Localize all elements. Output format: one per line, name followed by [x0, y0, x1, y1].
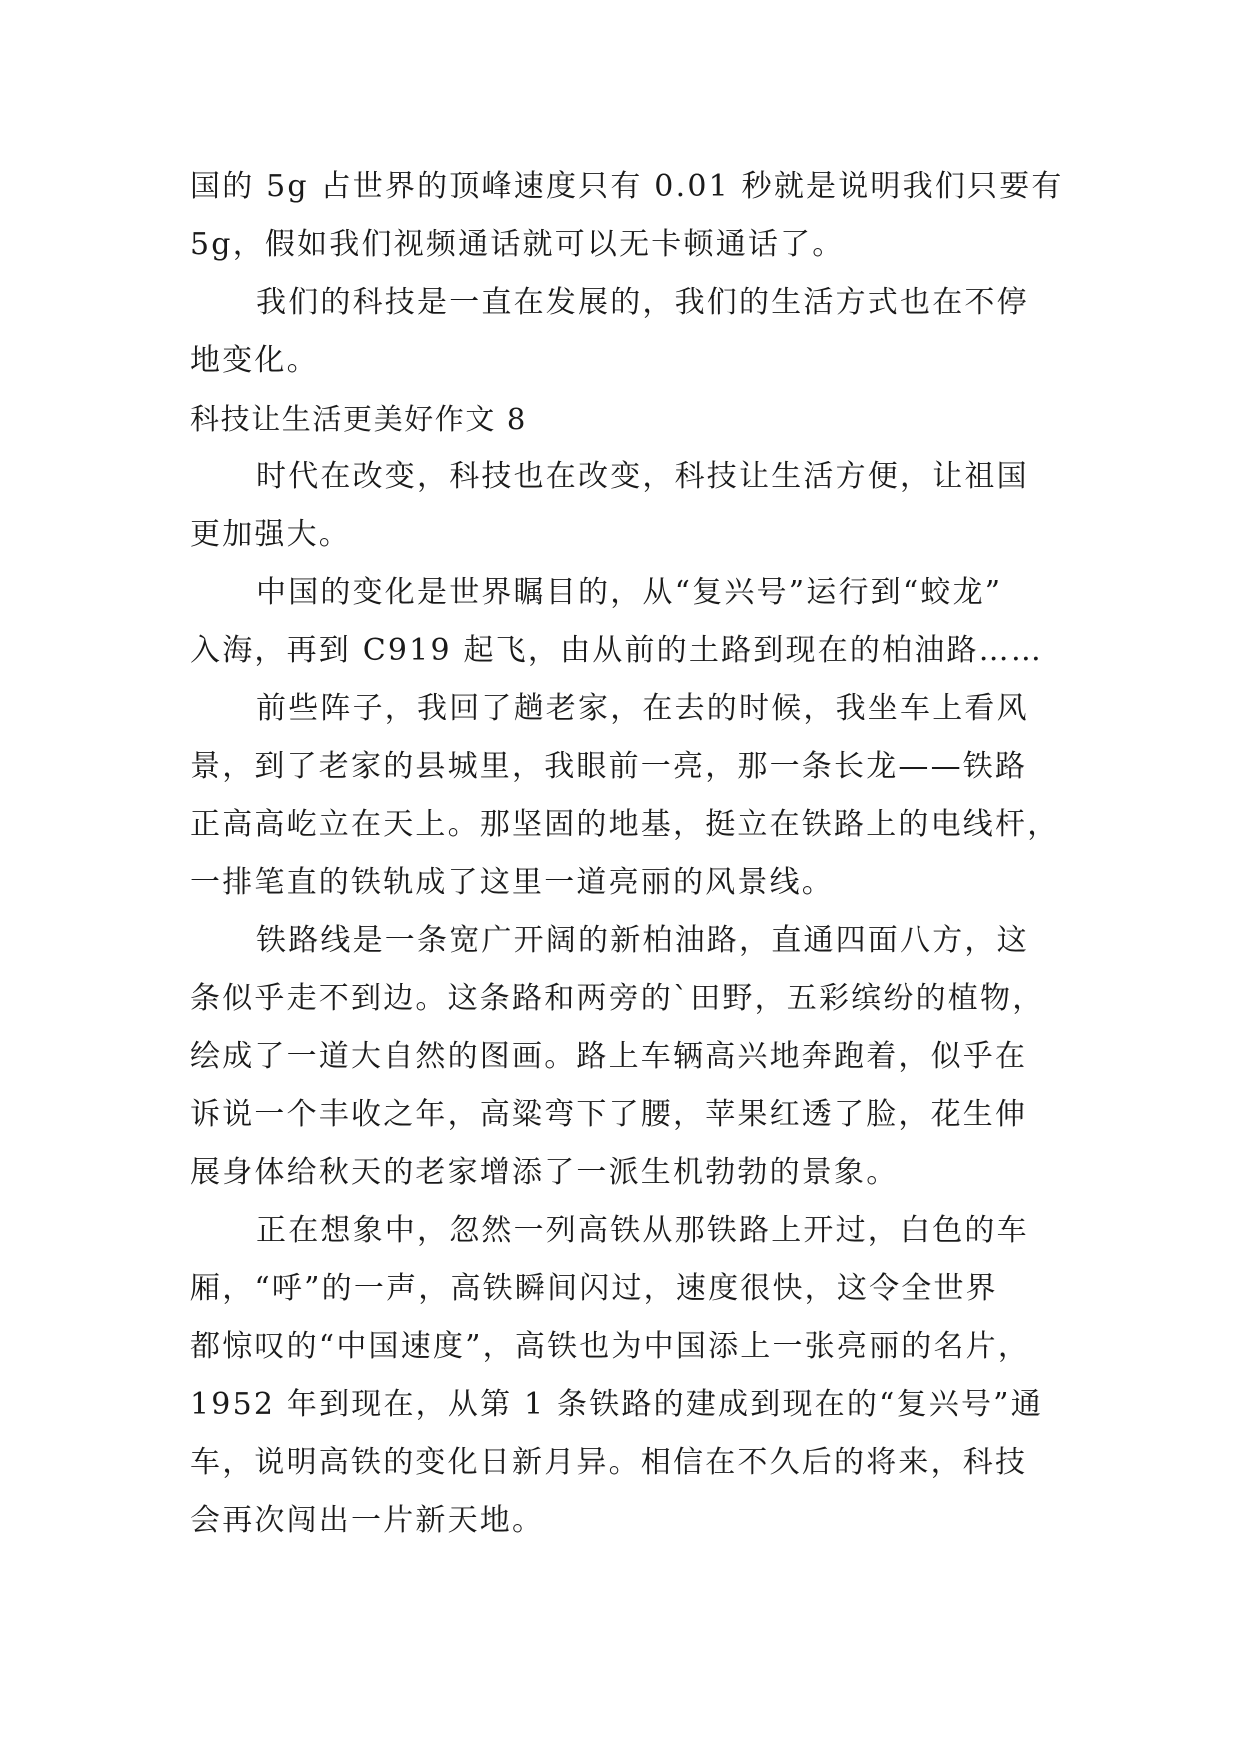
text-line: 会再次闯出一片新天地。 [190, 1503, 545, 1538]
text-line: 正高高屹立在天上。那坚固的地基，挺立在铁路上的电线杆， [190, 807, 1060, 842]
text-line: 5g，假如我们视频通话就可以无卡顿通话了。 [190, 227, 845, 262]
text-line: 1952 年到现在，从第 1 条铁路的建成到现在的“复兴号”通 [190, 1387, 1043, 1422]
text-line: 厢，“呼”的一声，高铁瞬间闪过，速度很快，这令全世界 [190, 1271, 998, 1306]
paragraph-start-line: 前些阵子，我回了趟老家，在去的时候，我坐车上看风 [256, 691, 1029, 726]
essay-body [190, 158, 1064, 1550]
text-line: 国的 5g 占世界的顶峰速度只有 0.01 秒就是说明我们只要有 [190, 169, 1064, 204]
paragraph-start-line: 时代在改变，科技也在改变，科技让生活方便，让祖国 [256, 459, 1029, 494]
text-line: 景，到了老家的县城里，我眼前一亮，那一条长龙——铁路 [190, 749, 1028, 784]
text-line: 入海，再到 C919 起飞，由从前的土路到现在的柏油路…… [190, 633, 1044, 668]
text-line: 条似乎走不到边。这条路和两旁的`田野，五彩缤纷的植物， [190, 981, 1045, 1016]
text-line: 诉说一个丰收之年，高粱弯下了腰，苹果红透了脸，花生伸 [190, 1097, 1028, 1132]
paragraph-start-line: 我们的科技是一直在发展的，我们的生活方式也在不停 [256, 285, 1029, 320]
paragraph-start-line: 中国的变化是世界瞩目的，从“复兴号”运行到“蛟龙” [256, 575, 1003, 610]
paragraph-start-line: 正在想象中，忽然一列高铁从那铁路上开过，白色的车 [256, 1213, 1029, 1248]
paragraph-start-line: 铁路线是一条宽广开阔的新柏油路，直通四面八方，这 [256, 923, 1029, 958]
text-line: 地变化。 [190, 343, 319, 378]
text-line: 车，说明高铁的变化日新月异。相信在不久后的将来，科技 [190, 1445, 1028, 1480]
text-line: 展身体给秋天的老家增添了一派生机勃勃的景象。 [190, 1155, 899, 1190]
essay-heading: 科技让生活更美好作文 8 [190, 402, 527, 436]
text-line: 更加强大。 [190, 517, 351, 552]
text-line: 绘成了一道大自然的图画。路上车辆高兴地奔跑着，似乎在 [190, 1039, 1028, 1074]
text-line: 一排笔直的铁轨成了这里一道亮丽的风景线。 [190, 865, 834, 900]
text-line: 都惊叹的“中国速度”，高铁也为中国添上一张亮丽的名片， [190, 1329, 1031, 1364]
